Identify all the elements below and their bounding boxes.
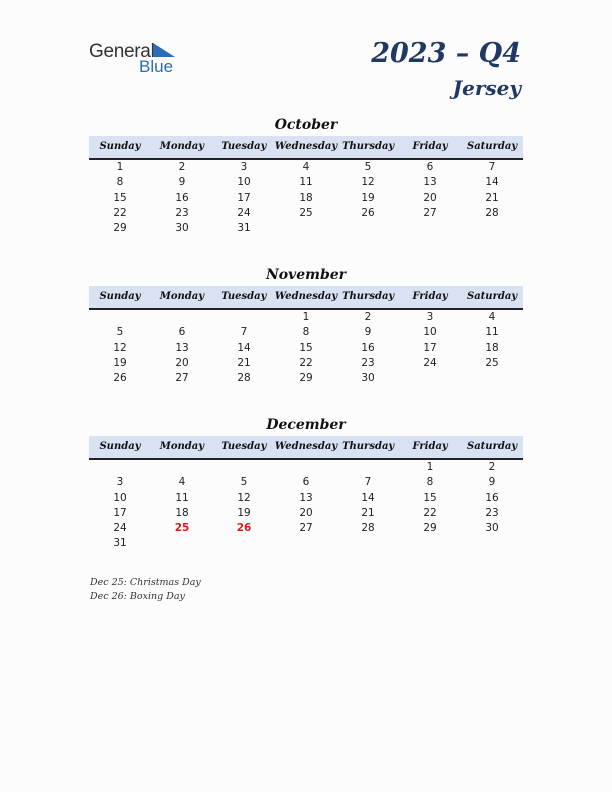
day-cell: 14 bbox=[485, 176, 499, 189]
weekday-label: Tuesday bbox=[221, 141, 267, 152]
day-cell: 7 bbox=[364, 476, 372, 489]
day-cell: 3 bbox=[426, 311, 434, 323]
day-cell bbox=[213, 310, 275, 325]
day-cell: 3 bbox=[240, 161, 248, 173]
week-row bbox=[89, 341, 523, 356]
day-cell: 12 bbox=[361, 176, 375, 189]
weekday-header bbox=[89, 286, 523, 310]
day-cell: 9 bbox=[364, 326, 372, 339]
month-december bbox=[89, 416, 523, 552]
day-cell: 28 bbox=[237, 372, 251, 385]
weekday-label: Saturday bbox=[466, 141, 518, 152]
day-cell: 18 bbox=[485, 341, 499, 354]
day-cell: 23 bbox=[175, 206, 189, 219]
week-row bbox=[89, 536, 523, 551]
week-row bbox=[89, 221, 523, 236]
day-cell: 17 bbox=[423, 341, 437, 354]
day-cell: 2 bbox=[364, 311, 372, 323]
day-cell: 7 bbox=[240, 326, 248, 339]
day-cell bbox=[213, 460, 275, 475]
weekday-header bbox=[89, 136, 523, 160]
day-cell bbox=[399, 371, 461, 386]
week-row bbox=[89, 325, 523, 340]
day-cell: 29 bbox=[423, 522, 437, 535]
day-cell: 26 bbox=[113, 372, 127, 385]
day-cell: 4 bbox=[488, 311, 496, 323]
day-cell: 19 bbox=[113, 356, 127, 369]
week-row bbox=[89, 371, 523, 386]
day-cell: 11 bbox=[299, 176, 313, 189]
day-cell bbox=[151, 460, 213, 475]
day-cell bbox=[399, 536, 461, 551]
logo-triangle-icon bbox=[153, 43, 175, 57]
month-november bbox=[89, 266, 523, 386]
day-cell: 8 bbox=[426, 476, 434, 489]
day-cell: 25 bbox=[299, 206, 313, 219]
day-cell: 7 bbox=[488, 161, 496, 173]
day-cell: 19 bbox=[361, 191, 375, 204]
day-cell: 21 bbox=[237, 356, 251, 369]
day-cell bbox=[461, 536, 523, 551]
day-cell: 27 bbox=[299, 522, 313, 535]
weekday-label: Tuesday bbox=[221, 291, 267, 302]
day-cell: 6 bbox=[426, 161, 434, 173]
day-cell: 5 bbox=[116, 326, 124, 339]
weekday-label: Friday bbox=[412, 441, 448, 452]
day-cell: 4 bbox=[302, 161, 310, 173]
week-row bbox=[89, 206, 523, 221]
day-cell: 4 bbox=[178, 476, 186, 489]
weekday-label: Tuesday bbox=[221, 441, 267, 452]
week-row bbox=[89, 506, 523, 521]
day-cell bbox=[337, 460, 399, 475]
day-cell: 16 bbox=[361, 341, 375, 354]
weekday-label: Thursday bbox=[342, 291, 395, 302]
day-cell bbox=[275, 536, 337, 551]
logo-blue-text: Blue bbox=[139, 57, 174, 76]
day-cell: 25 bbox=[485, 356, 499, 369]
week-row bbox=[89, 521, 523, 536]
day-cell: 27 bbox=[423, 206, 437, 219]
weekday-label: Wednesday bbox=[274, 141, 338, 152]
day-cell bbox=[337, 221, 399, 236]
day-cell bbox=[89, 310, 151, 325]
day-cell: 16 bbox=[175, 191, 189, 204]
day-cell bbox=[275, 460, 337, 475]
week-row bbox=[89, 475, 523, 490]
day-cell bbox=[461, 221, 523, 236]
day-cell bbox=[151, 536, 213, 551]
day-cell: 16 bbox=[485, 491, 499, 504]
weekday-label: Thursday bbox=[342, 441, 395, 452]
day-cell: 24 bbox=[113, 522, 127, 535]
day-cell: 10 bbox=[423, 326, 437, 339]
day-cell: 10 bbox=[113, 491, 127, 504]
weekday-label: Monday bbox=[159, 141, 205, 152]
day-cell: 20 bbox=[423, 191, 437, 204]
day-cell: 17 bbox=[237, 191, 251, 204]
weekday-label: Sunday bbox=[99, 441, 141, 452]
holiday-note: Dec 25: Christmas Day bbox=[90, 577, 201, 588]
day-cell: 11 bbox=[485, 326, 499, 339]
holiday-notes bbox=[90, 576, 201, 603]
day-cell: 18 bbox=[175, 506, 189, 519]
month-name: October bbox=[274, 117, 338, 133]
day-cell: 30 bbox=[485, 522, 499, 535]
week-row bbox=[89, 356, 523, 371]
day-cell: 28 bbox=[361, 522, 375, 535]
weekday-label: Friday bbox=[412, 291, 448, 302]
day-cell: 6 bbox=[302, 476, 310, 489]
day-cell bbox=[337, 536, 399, 551]
day-cell: 28 bbox=[485, 206, 499, 219]
day-cell: 30 bbox=[175, 222, 189, 235]
month-name: December bbox=[266, 417, 346, 433]
day-cell: 26 bbox=[361, 206, 375, 219]
day-cell: 12 bbox=[113, 341, 127, 354]
day-cell: 13 bbox=[423, 176, 437, 189]
day-cell: 10 bbox=[237, 176, 251, 189]
generalblue-logo bbox=[89, 41, 189, 77]
day-cell: 1 bbox=[302, 311, 310, 323]
day-cell: 21 bbox=[485, 191, 499, 204]
day-cell: 2 bbox=[178, 161, 186, 173]
weekday-label: Sunday bbox=[99, 141, 141, 152]
day-cell bbox=[275, 221, 337, 236]
day-cell: 23 bbox=[485, 506, 499, 519]
month-name: November bbox=[265, 267, 347, 283]
day-cell: 29 bbox=[299, 372, 313, 385]
day-cell: 14 bbox=[237, 341, 251, 354]
day-cell: 8 bbox=[116, 176, 124, 189]
day-cell: 30 bbox=[361, 372, 375, 385]
day-cell bbox=[399, 221, 461, 236]
weekday-label: Monday bbox=[159, 441, 205, 452]
week-row bbox=[89, 175, 523, 190]
day-cell: 15 bbox=[113, 191, 127, 204]
day-cell: 27 bbox=[175, 372, 189, 385]
logo-general-text: General bbox=[89, 41, 155, 62]
day-cell: 23 bbox=[361, 356, 375, 369]
day-cell: 5 bbox=[364, 161, 372, 173]
week-row bbox=[89, 310, 523, 325]
day-cell bbox=[151, 310, 213, 325]
day-cell: 18 bbox=[299, 191, 313, 204]
day-cell: 19 bbox=[237, 506, 251, 519]
week-row bbox=[89, 460, 523, 475]
week-row bbox=[89, 491, 523, 506]
day-cell bbox=[461, 371, 523, 386]
day-cell: 9 bbox=[178, 176, 186, 189]
day-cell: 13 bbox=[175, 341, 189, 354]
week-row bbox=[89, 191, 523, 206]
weekday-label: Monday bbox=[159, 291, 205, 302]
day-cell: 1 bbox=[116, 161, 124, 173]
day-cell: 1 bbox=[426, 461, 434, 473]
weekday-header bbox=[89, 436, 523, 460]
holiday-note: Dec 26: Boxing Day bbox=[90, 590, 185, 602]
day-cell: 2 bbox=[488, 461, 496, 473]
weekday-label: Thursday bbox=[342, 141, 395, 152]
day-cell: 22 bbox=[113, 206, 127, 219]
day-cell bbox=[89, 460, 151, 475]
page-subtitle: Jersey bbox=[452, 76, 521, 100]
day-cell: 14 bbox=[361, 491, 375, 504]
day-cell: 6 bbox=[178, 326, 186, 339]
day-cell: 5 bbox=[240, 476, 248, 489]
day-cell: 15 bbox=[423, 491, 437, 504]
day-cell: 8 bbox=[302, 326, 310, 339]
weekday-label: Saturday bbox=[466, 441, 518, 452]
day-cell: 24 bbox=[237, 206, 251, 219]
day-cell: 22 bbox=[423, 506, 437, 519]
day-cell: 15 bbox=[299, 341, 313, 354]
day-cell: 29 bbox=[113, 222, 127, 235]
weekday-label: Sunday bbox=[99, 291, 141, 302]
day-cell: 13 bbox=[299, 491, 313, 504]
day-cell: 3 bbox=[116, 476, 124, 489]
day-cell bbox=[213, 536, 275, 551]
weekday-label: Saturday bbox=[466, 291, 518, 302]
day-cell: 11 bbox=[175, 491, 189, 504]
weekday-label: Friday bbox=[412, 141, 448, 152]
day-cell: 24 bbox=[423, 356, 437, 369]
day-cell: 9 bbox=[488, 476, 496, 489]
week-row bbox=[89, 160, 523, 175]
page-title: 2023 – Q4 bbox=[371, 38, 521, 69]
weekday-label: Wednesday bbox=[274, 441, 338, 452]
day-cell: 12 bbox=[237, 491, 251, 504]
weekday-label: Wednesday bbox=[274, 291, 338, 302]
day-cell: 25 bbox=[174, 522, 190, 535]
day-cell: 31 bbox=[237, 222, 251, 235]
day-cell: 31 bbox=[113, 537, 127, 550]
day-cell: 20 bbox=[175, 356, 189, 369]
day-cell: 26 bbox=[236, 522, 252, 535]
day-cell: 21 bbox=[361, 506, 375, 519]
day-cell: 22 bbox=[299, 356, 313, 369]
day-cell: 17 bbox=[113, 506, 127, 519]
day-cell: 20 bbox=[299, 506, 313, 519]
month-october bbox=[89, 116, 523, 236]
